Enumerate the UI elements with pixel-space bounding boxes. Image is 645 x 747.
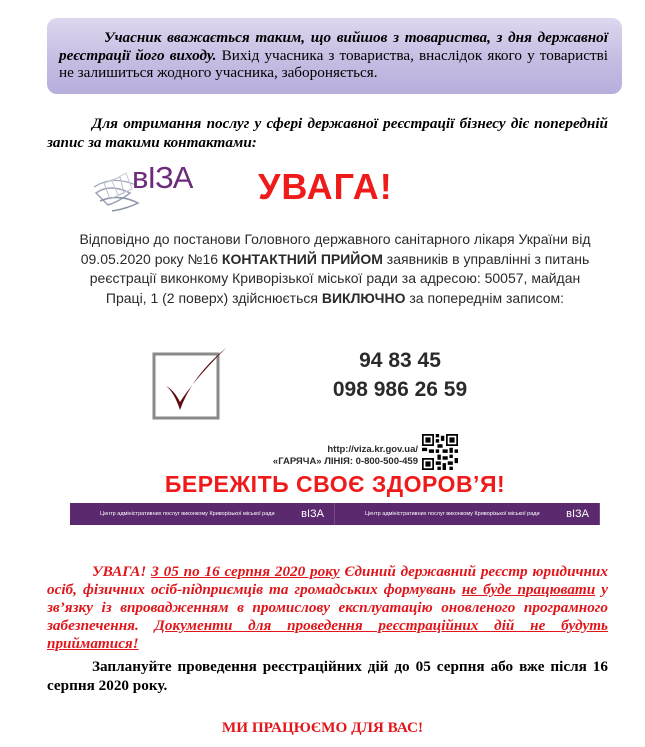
contact-info xyxy=(238,444,418,468)
checkmark-icon xyxy=(152,346,232,426)
band-segment xyxy=(335,503,600,525)
phone-numbers xyxy=(325,346,475,404)
notice-box xyxy=(47,18,622,94)
alert-not-working: не буде працювати xyxy=(461,581,596,598)
poster-text-part: заявників в управлінні з питань реєстрації виконкому Криворізької міської ради за адресою: 50057, майдан Праці, 1 (2 поверх) здійснюється xyxy=(89,250,590,307)
alert-part: у зв’язку із впровадженням в промислову експлуатацію оновленого програмного забезпечення. xyxy=(47,581,608,634)
footer-band xyxy=(70,503,600,525)
alert-dates: З 05 по 16 серпня 2020 року xyxy=(151,563,340,580)
poster-text-bold: КОНТАКТНИЙ ПРИЙОМ xyxy=(221,250,383,267)
intro-paragraph: Для отримання послуг у сфері державної реєстрації бізнесу діє попередній запис за такими контактами: xyxy=(47,115,608,151)
alert-part: Єдиний державний реєстр юридичних осіб, фізичних осіб-підприємців та громадських формувань xyxy=(47,563,608,598)
poster-text-part: Відповідно до постанови Головного державного санітарного лікаря України від 09.05.2020 року №16 xyxy=(79,231,591,267)
band-text: Центр адміністративних послуг виконкому Криворізької міської ради xyxy=(365,511,540,517)
notice-regular: Вихід учасника з товариства, внаслідок якого у товаристві не залишиться жодного учасника, забороняється. xyxy=(59,46,608,81)
band-logo: вІЗА xyxy=(301,508,324,520)
qr-code-icon xyxy=(422,434,458,470)
band-logo: вІЗА xyxy=(566,508,589,520)
viza-logo-text: вІЗА xyxy=(132,160,193,195)
phone-2: 098 986 26 59 xyxy=(332,378,468,401)
website-link[interactable]: http://viza.kr.gov.ua/ xyxy=(327,444,418,455)
band-text: Центр адміністративних послуг виконкому Криворізької міської ради xyxy=(100,511,275,517)
poster-title: УВАГА! xyxy=(258,166,393,207)
health-slogan: БЕРЕЖІТЬ СВОЄ ЗДОРОВ’Я! xyxy=(164,471,506,497)
alert-part: УВАГА! xyxy=(92,563,152,580)
hotline-text: «ГАРЯЧА» ЛІНІЯ: 0-800-500-459 xyxy=(272,456,418,467)
viza-poster xyxy=(70,158,600,530)
poster-text xyxy=(70,230,600,309)
alert-paragraph xyxy=(47,563,608,653)
notice-text xyxy=(59,29,608,82)
notice-italic: Учасник вважається таким, що вийшов з товариства, з дня державної реєстрації його виходу. xyxy=(59,29,608,64)
phone-1: 94 83 45 xyxy=(359,349,441,372)
poster-text-part: за попереднім записом: xyxy=(405,290,565,307)
poster-text-bold: ВИКЛЮЧНО xyxy=(321,290,406,307)
plan-paragraph: Заплануйте проведення реєстраційних дій до 05 серпня або вже після 16 серпня 2020 року. xyxy=(47,658,608,694)
alert-documents: Документи для проведення реєстраційних дій не будуть прийматися! xyxy=(47,617,608,652)
footer-slogan: МИ ПРАЦЮЄМО ДЛЯ ВАС! xyxy=(221,719,424,736)
band-segment xyxy=(70,503,335,525)
